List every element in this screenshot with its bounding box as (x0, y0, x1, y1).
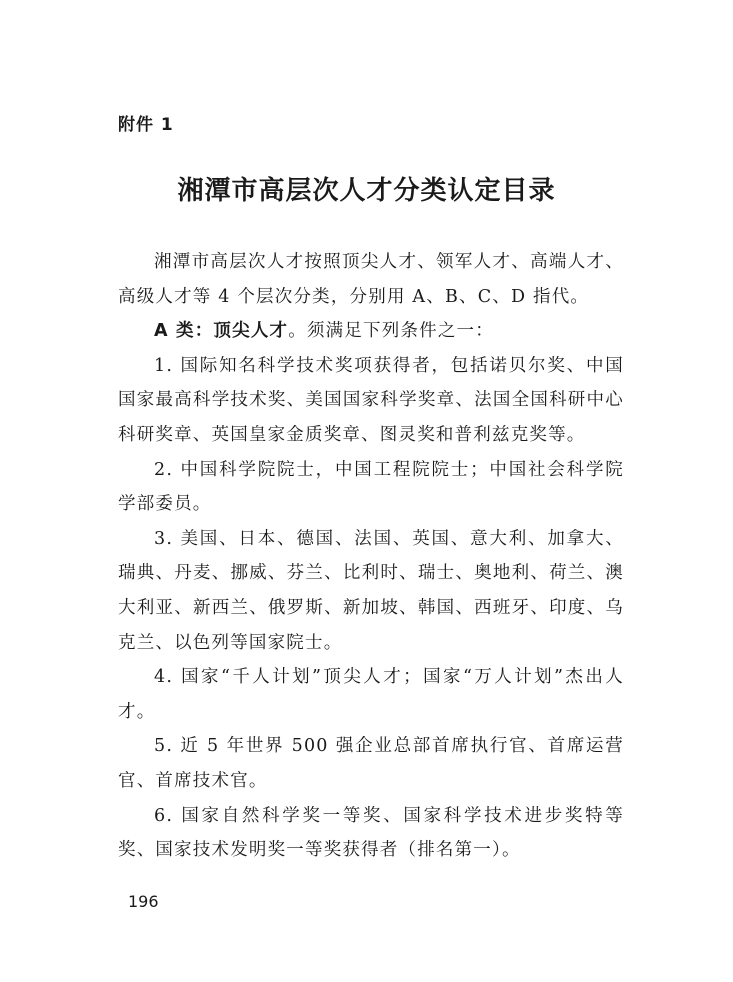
list-item: 3. 美国、日本、德国、法国、英国、意大利、加拿大、瑞典、丹麦、挪威、芬兰、比利时、瑞士、奥地利、荷兰、澳大利亚、新西兰、俄罗斯、新加坡、韩国、西班牙、印度、乌克兰、以色列等国家院士。 (118, 528, 624, 653)
list-item: 1. 国际知名科学技术奖项获得者，包括诺贝尔奖、中国国家最高科学技术奖、美国国家科学奖章、法国全国科研中心科研奖章、英国皇家金质奖章、图灵奖和普利兹克奖等。 (118, 355, 624, 445)
list-item: 4. 国家“千人计划”顶尖人才；国家“万人计划”杰出人才。 (118, 667, 624, 722)
page-title: 湘潭市高层次人才分类认定目录 (177, 176, 556, 206)
attachment-label: 附件 1 (118, 115, 174, 135)
category-a-paragraph (118, 314, 624, 349)
document-body (118, 245, 624, 868)
category-a-label: A 类：顶尖人才 (154, 321, 289, 342)
category-a-requirement: 。须满足下列条件之一： (288, 321, 494, 342)
page-number: 196 (128, 892, 159, 911)
intro-paragraph: 湘潭市高层次人才按照顶尖人才、领军人才、高端人才、高级人才等 4 个层次分类，分别用 A、B、C、D 指代。 (118, 252, 624, 307)
list-item: 6. 国家自然科学奖一等奖、国家科学技术进步奖特等奖、国家技术发明奖一等奖获得者（排名第一）。 (118, 805, 624, 861)
list-item: 2. 中国科学院院士，中国工程院院士；中国社会科学院学部委员。 (118, 459, 624, 515)
list-item: 5. 近 5 年世界 500 强企业总部首席执行官、首席运营官、首席技术官。 (118, 736, 624, 791)
